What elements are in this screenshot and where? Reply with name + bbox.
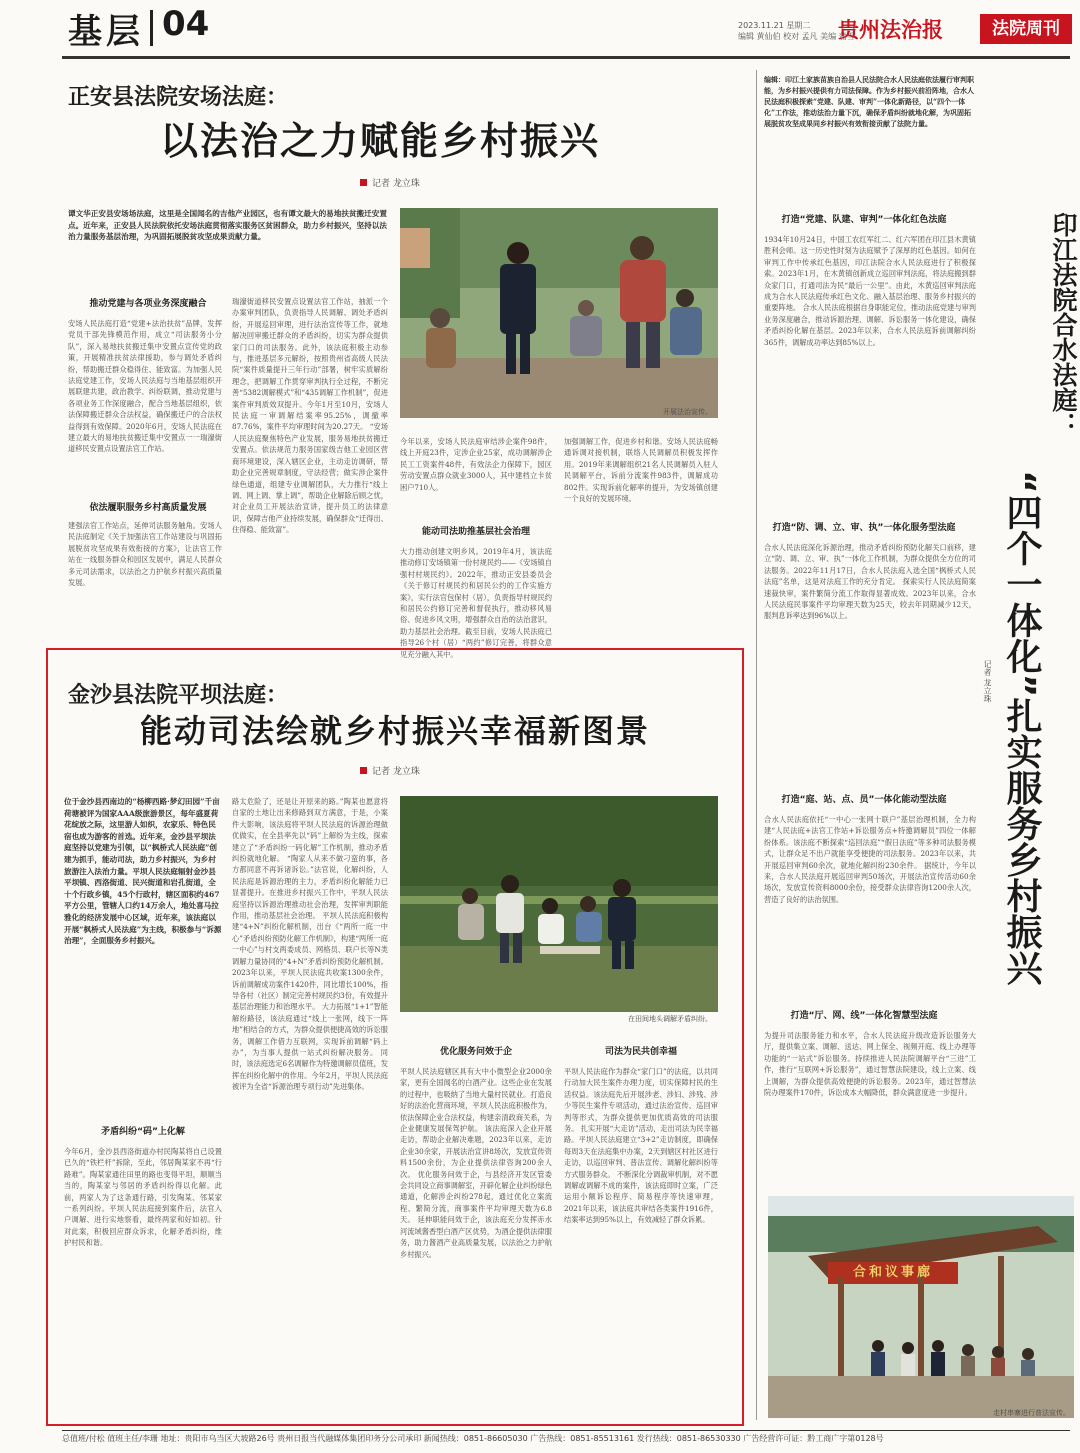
body-8-text: 该法庭深入企业开展走访，帮助企业解决难题，2023年以来，走访企业30余家，开展法治宣讲8场次，发放宣传资料1500余份，为企业提供法律咨询200余人次。 [400,1124,552,1179]
sidebar-body-7: 为提升司法服务能力和水平，合水人民法庭升级改造诉讼服务大厅，提供集立案、调解、送达、网上保全、视频开庭、线上办理等功能的“一站式”诉讼服务。持续推进人民法院调解平台“三进”工作，推行“互联网+诉讼服务”，通过智慧法院建设，线上立案、线上调解，为群众提供高效便捷的诉讼服务。2023年，通过智慧法院办理案件170件，诉讼成本大幅降低，群众满意度进一步提升。 [764,1031,976,1098]
article-top-subhead-1: 推动党建与各项业务深度融合 [89,299,207,309]
article-bottom-col-3 [400,1066,552,1416]
article-top-kicker: 正安县法院安场法庭： [68,85,289,110]
sidebar-body-6-text: 据统计，今年以来，合水人民法庭开展巡回审判50场次，开展法治宣传活动60余场次，发放宣传资料8000余份，接受群众法律咨询1200余人次，营造了良好的法治氛围。 [764,860,976,904]
article-top-body-7: 加强调解工作，促进乡村和谐。安场人民法庭畅通诉调对接机制，联络人民调解员积极发挥作用。2019年来调解组织21名人民调解员入驻人民调解平台，诉前分流案件983件，调解成功802件。实现诉前化解率的提升，为安场镇创建一个良好的发展环境。 [564,437,718,504]
photo-court-promotion [400,208,718,418]
page-header [0,0,1080,62]
article-bottom-photo [400,796,718,1012]
section-divider [150,10,153,46]
article-bottom-subhead-2: 优化服务问效于企 [439,1047,512,1057]
sidebar-photo-sign: 合和议事廊 [852,1265,933,1280]
page-number: 04 [162,4,210,44]
sidebar-title-line-2: “四个一体化”扎实服务乡村振兴 [1001,470,1042,986]
body-12-text: 扎实开展“大走访”活动，走出司法为民幸福路。平坝人民法庭建立“3+2”走访制度，即确保每周3天在法庭集中办案，2天到辖区村社区进行走访，以巡回审判、普法宣传、调解化解纠纷等方式服务群众。 [564,1124,718,1179]
sidebar-lead: 编辑：印江土家族苗族自治县人民法院合水人民法庭依法履行审判职能，为乡村振兴提供有力司法保障。作为乡村振兴前沿阵地，合水人民法庭积极探索“党建、队建、审判”一体化新路径，以“四个一体化”工作法，推动法治力量下沉，确保矛盾纠纷就地化解，为巩固拓展脱贫攻坚成果同乡村振兴有效衔接贡献了法院力量。 [764,75,974,128]
body-10-text: 延伸职能问效于企，该法庭充分发挥赤水河流域酱香型白酒产区优势，为酒企提供法律服务，助力酱酒产业高质量发展，以法治之力护航乡村振兴。 [400,1215,552,1259]
body-4-text: 平坝人民法庭积极构建“4+N”纠纷化解机制，出台《“两所一庭一中心”矛盾纠纷预防化解工作机制》，构建“两所一庭一中心”与村支两委成员、网格员、联户长等N类调解力量协同的“4+N”矛盾纠纷预防化解机制。2023年以来，平坝人民法庭共收案1300余件，诉前调解成功案件1420件，同比增长100%，指导各村（社区）制定完善村规民约3份，有效提升基层治理能力和治理水平。 [232,911,388,1012]
photo-village-corridor [768,1196,1074,1418]
article-top-headline: 以法治之力赋能乡村振兴 [160,118,601,163]
article-top-body-6: 大力推动创建文明乡风。2019年4月，该法庭推动修订安场镇第一份村规民约——《安场镇自强村村规民约》。2022年，推动正安县委员会《关于修订村规民约和居民公约的工作实施方案》，实行法官包保村（居），负责指导村规民约和居民公约修订完善和督促执行，推动移风易俗、促进乡风文明，增强群众自治的法治意识，助力基层社会治理。截至目前，安场人民法庭已指导26个村（居）“两约”修订完善，将群众意见充分融入其中。 [400,547,552,659]
sidebar-byline: 记者 龙立珠 [983,660,992,703]
article-bottom-byline [360,764,420,777]
sidebar-title-line-1: 印江法院合水法庭： [1049,212,1078,437]
article-top-body-3 [232,296,388,626]
section-name: 基层 [68,12,144,52]
sidebar-body-1-2 [764,234,976,506]
article-bottom-subhead-1: 矛盾纠纷“码”上化解 [101,1127,185,1137]
body-2-text: 路太危险了，还是让开原来的路。”陶某也愿意将自家的土地让出来修路到双方满意，于是，小案件大影响，该法庭将平坝人民法庭的诉源治理做优做实，在全县率先以“码”上解纷为主线，探索建立了“矛盾纠纷一码化解”工作机制，推动矛盾纠纷就地化解。 [232,797,388,864]
sidebar-body-3-text: 合水人民法庭深化诉源治理，推动矛盾纠纷预防化解关口前移，建立“防、调、立、审、执”一体化工作机制，为群众提供全方位的司法服务。2022年11月17日，合水人民法庭入选全国“枫桥式人民法庭”名单，这是对法庭工作的充分肯定。 [764,543,976,587]
sidebar-photo [768,1196,1074,1418]
body-7-text: 平坝人民法庭辖区具有大中小微型企业2000余家，更有全国闻名的白酒产业。这些企业在发展的过程中，也吸纳了当地大量村民就业。打造良好的法治化营商环境，平坝人民法庭积极作为，依法保障企业合法权益，构建亲清政商关系，为企业健康发展保驾护航。 [400,1067,552,1134]
sidebar-body-4-text: 探索实行人民法庭简案速裁快审，案件繁简分流工作取得显著成效。2023年以来，合水人民法庭民事案件平均审理天数为25天，较去年同期减少12天，服判息诉率达到96%以上。 [764,577,976,621]
body-9-text: 优化服务问效于企，与县经济开发区管委会共同设立商事调解室，开辟化解企业纠纷绿色通道，化解涉企纠纷278起，通过优化立案流程、繁简分流，商事案件平均审理天数为6.8天。 [400,1169,552,1225]
body-5-text: 大力拓展“1+1”智能解纷路径，该法庭通过“线上一张网，线下一阵地”相结合的方式，为群众提供便捷高效的诉讼服务，调解工作借力互联网，实现诉前调解“码上办”，为当事人提供一站式纠纷解决服务。 [232,1002,388,1057]
article-bottom-subhead-3: 司法为民共创幸福 [604,1047,677,1057]
byline-text: 记者 龙立珠 [372,179,420,189]
article-top-body-2: 建强法官工作站点，延伸司法服务触角。安场人民法庭制定《关于加强法官工作站建设与巩固拓展脱贫攻坚成果有效衔接的方案》，让法官工作站在一线服务群众和园区发展中，满足人民群众多元司法需求，以法治之力护航乡村振兴高质量发展。 [68,521,222,588]
body-6-text: 同时，该法庭选定6名调解作为特邀调解员值班，发挥在纠纷化解中的作用。今年2月，平坝人民法庭被评为全省“诉源治理专项行动”先进集体。 [232,1047,388,1092]
article-bottom-photo-caption: 在田间地头调解矛盾纠纷。 [628,1015,712,1023]
article-bottom-kicker: 金沙县法院平坝法庭： [68,683,289,708]
body-13-text: 不断深化分调裁审机制，对不愿调解或调解不成的案件，该法庭即时立案，广泛运用小额诉讼程序、简易程序等快速审理，2021年以来，该法庭共审结各类案件1916件，结案率达到95%以上，有效减轻了群众诉累。 [564,1169,718,1225]
sidebar-body-2-text: 合水人民法庭根据自身职能定位，推动法庭党建与审判业务深度融合，推动诉源治理、调解、诉讼服务一体化建设，确保矛盾纠纷化解在基层。2023年以来，合水人民法庭诉前调解纠纷365件，调解成功率达到85%以上。 [764,303,976,347]
article-top-subhead-2: 依法履职服务乡村高质量发展 [89,503,207,513]
article-top-byline [360,176,420,189]
article-bottom-lead: 位于金沙县西南边的“杨柳西路·梦幻田园”千亩荷塘被评为国家AAA级旅游景区，每年盛夏荷花绽放之际，这里游人如织，农家乐、特色民宿也成为游客的首选。近年来，金沙县平坝法庭坚持以党建为引领，以“枫桥式人民法庭”创建为抓手，能动司法，助力乡村振兴，为乡村旅游注入法治力量。平坝人民法庭辐射金沙县平坝镇、西洛街道、民兴街道和岩孔街道，全十个行政乡镇，45个行政村，辖区面积约467平方公里，管辖人口约14万余人，地处喜马拉雅化的经济发展中心区域，近年来，该法庭以开展“枫桥式人民法庭”为主线，积极参与“诉源治理”，全面服务乡村振兴。 [64,797,222,946]
article-bottom-body-1: 今年6月，金沙县西洛街道办村民陶某将自己设置已久的“铁栏杆”拆除，至此，邻居陶某家不再“行路难”。陶某家通往田里的路也变得平坦，顺顺当当的，陶某家与邻居的矛盾纠纷得以化解。此前，两家人为了这条通行路，引发陶某、邻某家一系列纠纷。平坝人民法庭接到案件后，法官入户调解、进行实地察看，最终两家和好如初。针对此案，积极回应群众诉求，化解矛盾纠纷，维护村民和谐。 [64,1147,222,1248]
body-3-text: “陶家人从来不做刁蛮的事，各方都同意不再诉诸诉讼。”法官说，化解纠纷，人民法庭是诉源治理的主力，矛盾纠纷化解能力已显著提升。在推进乡村振兴工作中，平坝人民法庭坚持以诉源治理推动社会治理，发挥审判职能作用，推动基层社会治理。 [232,854,388,921]
article-bottom-headline: 能动司法绘就乡村振兴幸福新图景 [140,712,651,750]
article-bottom-col-4 [564,1066,718,1416]
sidebar-subhead-2: 打造“防、调、立、审、执”一体化服务型法庭 [772,523,956,533]
issue-editors: 编辑 黄仙伯 校对 孟凡 美编 蒲雪 [738,32,855,41]
byline-marker-icon [360,179,367,186]
sidebar-photo-caption: 走村串寨进行普法宣传。 [993,1409,1070,1417]
article-bottom-col-2 [232,796,388,1416]
article-top-body-1: 安场人民法庭打造“党建+法治扶贫”品牌，发挥党员干部先锋模范作用，成立“司法服务小分队”，深入易地扶贫搬迁集中安置点宣传党的政策，开展精准扶贫法律援助，参与调处矛盾纠纷，帮助搬迁群众稳得住、能致富。为加强人民法庭党建工作，安场人民法庭与当地基层组织开展联建共建，政治教学、纠纷联调，推动党建与各项业务工作深度融合，配合当地基层组织，依法保障搬迁群众合法权益，确保搬迁户的合法权益得到有效保障。2020年6月，安场人民法庭在建立最大的易地扶贫搬迁集中安置点一一瑞濠街道移民安置点设置法官工作站。 [68,319,222,454]
issue-date: 2023.11.21 星期二 [738,21,811,30]
column-divider [756,70,757,1420]
body-4-text: “安场人民法庭聚焦特色产业发展，服务易地扶贫搬迁安置点。依法规范力服务国家级吉他工业园区营商环境建设，深入辖区企业，主动走访调研，帮助企业完善规章制度，守法经营；做实涉企案件绿色通道，组建专业调解团队，大力推行“线上调、网上调、掌上调”，帮助企业解除后顾之忧，对企业员工开展法治宣讲，提升员工的法律意识，保障吉他产业持续发展，确保群众“迁得出、住得稳、能致富”。 [232,422,388,535]
page-footer: 总值班/付松 值班主任/李珊 地址：贵阳市乌当区大坡路26号 贵州日报当代融媒体集团印务分公司承印 新闻热线：0851-86605030 广告热线：0851-85513161 发行热线：0851-86530330 广告经营许可证：黔工商广字第0128号 [62,1430,1070,1449]
sidebar-subhead-4: 打造“厅、网、线”一体化智慧型法庭 [790,1011,938,1021]
masthead-logo: 贵州法治报 [838,18,943,42]
article-top-body-5: 今年以来，安场人民法庭审结涉企案件98件，线上开庭23件，定涉企业25家，成功调解涉企民工工资案件48件，有效法企力保障下，园区劳动安置点群众就业3000人，其中建档立卡贫困户710人。 [400,437,552,492]
byline-marker-icon [360,767,367,774]
sidebar-subhead-3: 打造“庭、站、点、员”一体化能动型法庭 [781,795,947,805]
body-3-text: 瑞濠街道移民安置点设置法官工作站，抽派一个办案审判团队，负责指导人民调解、调处矛盾纠纷，开展巡回审理，进行法治宣传等工作，就地解决回审搬迁群众的矛盾纠纷，切实为群众提供家门口的司法服务。此外，该法庭积极主动参与，推进基层多元解纷，按照贵州省高级人民法院“案件质量提升三年行动”部署，树牢实质解纷理念，把调解工作贯穿审判执行全过程，不断完善“5382调解模式”和“435调解工作机制”，促进案件审判质效双提升。今年1月至10月，安场人民法庭一审调解结案率95.25%，调撤率87.76%，案件平均审理时间为20.27天。 [232,297,388,432]
article-top-subhead-3: 能动司法助推基层社会治理 [421,527,530,537]
article-top-photo [400,208,718,418]
sidebar-body-5-text: 合水人民法庭依托“一中心一张网十联户”基层治理机制，全力构建“人民法庭+法官工作站+诉讼服务点+特邀调解员”四位一体解纷体系。该法庭不断探索“巡回法庭”“假日法庭”等多种司法服务模式，让群众足不出户就能享受便捷的司法服务。2023年以来，共开展巡回审判60余次，就地化解纠纷230余件。 [764,815,976,870]
sidebar-subhead-1: 打造“党建、队建、审判”一体化红色法庭 [781,215,947,225]
byline-text: 记者 龙立珠 [372,767,420,777]
article-top-lead: 谭文华正安县安场场法庭，这里是全国闻名的吉他产业园区，也有谭文最大的易地扶贫搬迁安置点。近年来，正安县人民法院依托安场法庭贯彻落实服务区贫困群众，助力乡村振兴，坚持以法治力量服务基层治理，为巩固拓展脱贫攻坚成果贡献力量。 [68,209,387,242]
body-11-text: 平坝人民法庭作为群众“家门口”的法庭，以共同行动加大民生案件办理力度，切实保障村民的生活权益。该法庭先后开展涉老、涉妇、涉残、涉少等民生案件专项活动，通过法治宣传、巡回审判等形式，为群众提供更加优质高效的司法服务。 [564,1067,718,1134]
weekly-badge: 法院周刊 [980,14,1072,44]
photo-field-mediation [400,796,718,1012]
sidebar-body-3-4 [764,542,976,778]
article-top-photo-caption: 开展法治宣传。 [663,408,712,416]
sidebar-body-1-text: 1934年10月24日，中国工农红军红二、红六军团在印江县木黄镇胜利会师。这一历史性时刻为法庭赋予了深厚的红色基因。如何在审判工作中传承红色基因，印江法院合水人民法庭进行了积极探索。2023年1月，在木黄镇创新成立巡回审判法庭，将法庭搬到群众家门口，打通司法为民“最后一公里”。由此，木黄巡回审判法庭成为合水人民法庭传承红色文化、融入基层治理、服务乡村振兴的重要阵地。 [764,235,976,313]
header-rule [62,56,1070,59]
sidebar-body-5-6 [764,814,976,1002]
